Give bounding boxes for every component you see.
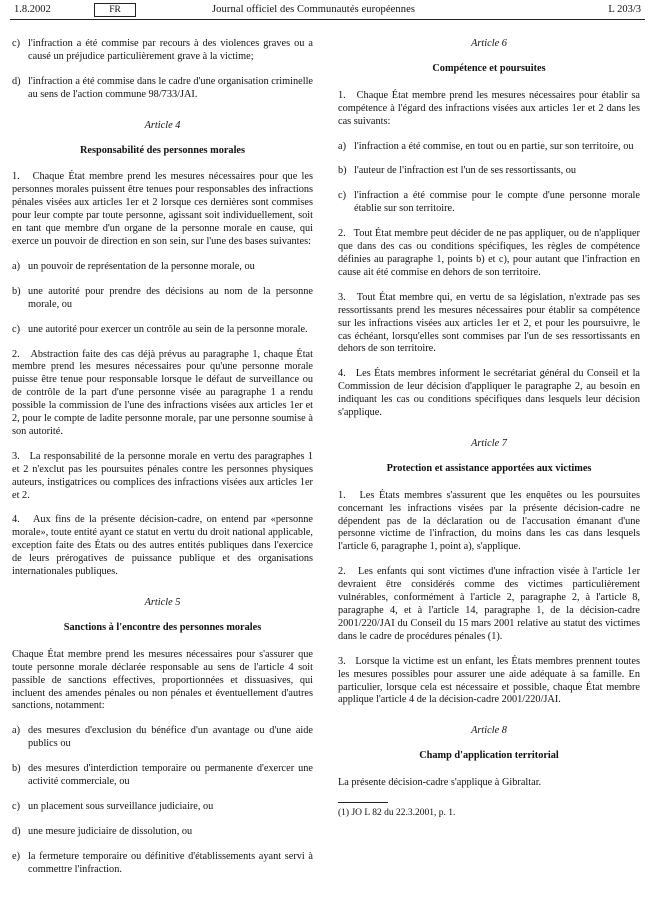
article-number: Article 8 <box>471 725 507 737</box>
paragraph: 2. Abstraction faite des cas déjà prévus au paragraphe 1, chaque État membre prend les mesures nécessaires pour qu'une personne morale puisse être tenue pour responsable lorsque le défaut de surveillance ou de contrôle de la part d'une personne visée au paragraphe 1 a rendu possible la commission de l'une des infractions visées aux articles 1er et 2, pour le compte de ladite personne morale, par une personne soumise à son autorité. <box>12 348 313 437</box>
paragraph: 3. Lorsque la victime est un enfant, les États membres prennent toutes les mesures possibles pour assurer une aide adéquate à sa famille. En particulier, lorsque cela est nécessaire et possible, chaque État membre applique l'article 4 de la décision-cadre 2001/220/JAI. <box>338 655 640 706</box>
journal-title: Journal officiel des Communautés européennes <box>212 4 416 15</box>
header-date: 1.8.2002 <box>14 4 51 15</box>
list-item: b) l'auteur de l'infraction est l'un de ses ressortissants, ou <box>338 165 577 177</box>
list-item: c) l'infraction a été commise par recours à des violences graves ou a causé un préjudice particulièrement grave à la victime; <box>12 38 313 62</box>
article-title: Champ d'application territorial <box>419 750 559 762</box>
article-title: Sanctions à l'encontre des personnes morales <box>63 621 262 633</box>
article-number: Article 7 <box>471 437 507 449</box>
paragraph: 4. Les États membres informent le secrétariat général du Conseil et la Commission de leur décision d'appliquer le paragraphe 2, au besoin en indiquant les cas ou conditions spécifiques dans lesquels leur décision s'applique. <box>338 368 640 419</box>
right-column <box>338 38 640 819</box>
paragraph: 1. Chaque État membre prend les mesures nécessaires pour établir sa compétence à l'égard des infractions visées aux articles 1er et 2 dans les cas suivants: <box>338 89 640 127</box>
article-title: Compétence et poursuites <box>432 62 546 74</box>
left-column <box>12 38 313 889</box>
list-item: b) une autorité pour prendre des décisions au nom de la personne morale, ou <box>12 285 313 310</box>
list-item: a) un pouvoir de représentation de la personne morale, ou <box>12 260 255 272</box>
article-number: Article 5 <box>144 597 181 608</box>
list-item: a) l'infraction a été commise, en tout ou en partie, sur son territoire, ou <box>338 140 634 152</box>
paragraph: Chaque État membre prend les mesures nécessaires pour s'assurer que toute personne morale déclarée responsable au sens de l'article 4 soit passible de sanctions effectives, proportionnées et dissuasives, qui incluent des amendes pénales ou non pénales et éventuellement d'autres sanctions, notamment: <box>12 648 313 712</box>
paragraph: 3. La responsabilité de la personne morale en vertu des paragraphes 1 et 2 n'exclut pas les poursuites pénales contre les personnes physiques auteurs, instigatrices ou complices des infractions visées aux articles 1er et 2. <box>12 450 313 501</box>
article-title: Responsabilité des personnes morales <box>79 144 246 156</box>
paragraph: La présente décision-cadre s'applique à Gibraltar. <box>338 777 542 789</box>
list-item: b) des mesures d'interdiction temporaire ou permanente d'exercer une activité commerciale, ou <box>12 763 313 788</box>
footnote: (1) JO L 82 du 22.3.2001, p. 1. <box>338 808 456 819</box>
list-item: e) la fermeture temporaire ou définitive d'établissements ayant servi à commettre l'infraction. <box>12 850 313 875</box>
paragraph: 1. Les États membres s'assurent que les enquêtes ou les poursuites concernant les infractions visées par la présente décision-cadre ne dépendent pas de la déclaration ou de l'accusation émanant d'une personne victime de l'infraction, du moins dans les cas dans lesquels l'article 6, paragraphe 1, point a), s'applique. <box>338 489 640 553</box>
paragraph: 4. Aux fins de la présente décision-cadre, on entend par «personne morale», toute entité ayant ce statut en vertu du droit national applicable, exception faite des États ou des autres entités publiques dans l'exercice de leurs prérogatives de puissance publique et des organisations internationales publiques. <box>12 514 313 578</box>
list-item: c) une autorité pour exercer un contrôle au sein de la personne morale. <box>12 323 308 335</box>
article-number: Article 6 <box>471 38 507 49</box>
language-badge: FR <box>94 3 136 17</box>
header-rule <box>10 19 645 20</box>
list-item: c) un placement sous surveillance judiciaire, ou <box>12 800 214 812</box>
paragraph: 3. Tout État membre qui, en vertu de sa législation, n'extrade pas ses ressortissants prend les mesures nécessaires pour établir sa compétence sur les infractions visées aux articles 1er et 2, et pour les poursuivre, le cas échéant, lorsqu'elles sont commises par l'un de ses ressortissants en dehors de son territoire. <box>338 291 640 355</box>
article-number: Article 4 <box>144 119 181 131</box>
paragraph: 2. Tout État membre peut décider de ne pas appliquer, ou de n'appliquer que dans des cas ou conditions spécifiques, les règles de compétence définies au paragraphe 1, points b) et c), pour autant que l'infraction en cause ait été commise en dehors de son territoire. <box>338 228 640 278</box>
paragraph: 2. Les enfants qui sont victimes d'une infraction visée à l'article 1er devraient être considérés comme des victimes particulièrement vulnérables, conformément à l'article 2, paragraphe 2, à l'article 8, paragraphe 4, et à l'article 14, paragraphe 1, de la décision-cadre 2001/220/JAI du Conseil du 15 mars 2001 relative au statut des victimes dans le cadre de procédures pénales (1). <box>338 566 640 642</box>
list-item: a) des mesures d'exclusion du bénéfice d'un avantage ou d'une aide publics ou <box>12 725 313 750</box>
article-title: Protection et assistance apportées aux victimes <box>386 462 592 474</box>
paragraph: 1. Chaque État membre prend les mesures nécessaires pour que les personnes morales puissent être tenues pour responsables des infractions pénales visées aux articles 1er et 2 lorsque ces dernières sont commises pour leur compte par toute personne, agissant soit individuellement, soit en tant que membre d'un organe de la personne morale en cause, qui exerce un pouvoir de direction en son sein, sur l'une des bases suivantes: <box>12 171 313 247</box>
list-item: d) une mesure judiciaire de dissolution, ou <box>12 825 193 837</box>
list-item: d) l'infraction a été commise dans le cadre d'une organisation criminelle au sens de l'action commune 98/733/JAI. <box>12 75 313 100</box>
list-item: c) l'infraction a été commise pour le compte d'une personne morale établie sur son territoire. <box>338 190 640 215</box>
footnote-rule <box>338 802 388 803</box>
page-number: L 203/3 <box>608 4 641 15</box>
